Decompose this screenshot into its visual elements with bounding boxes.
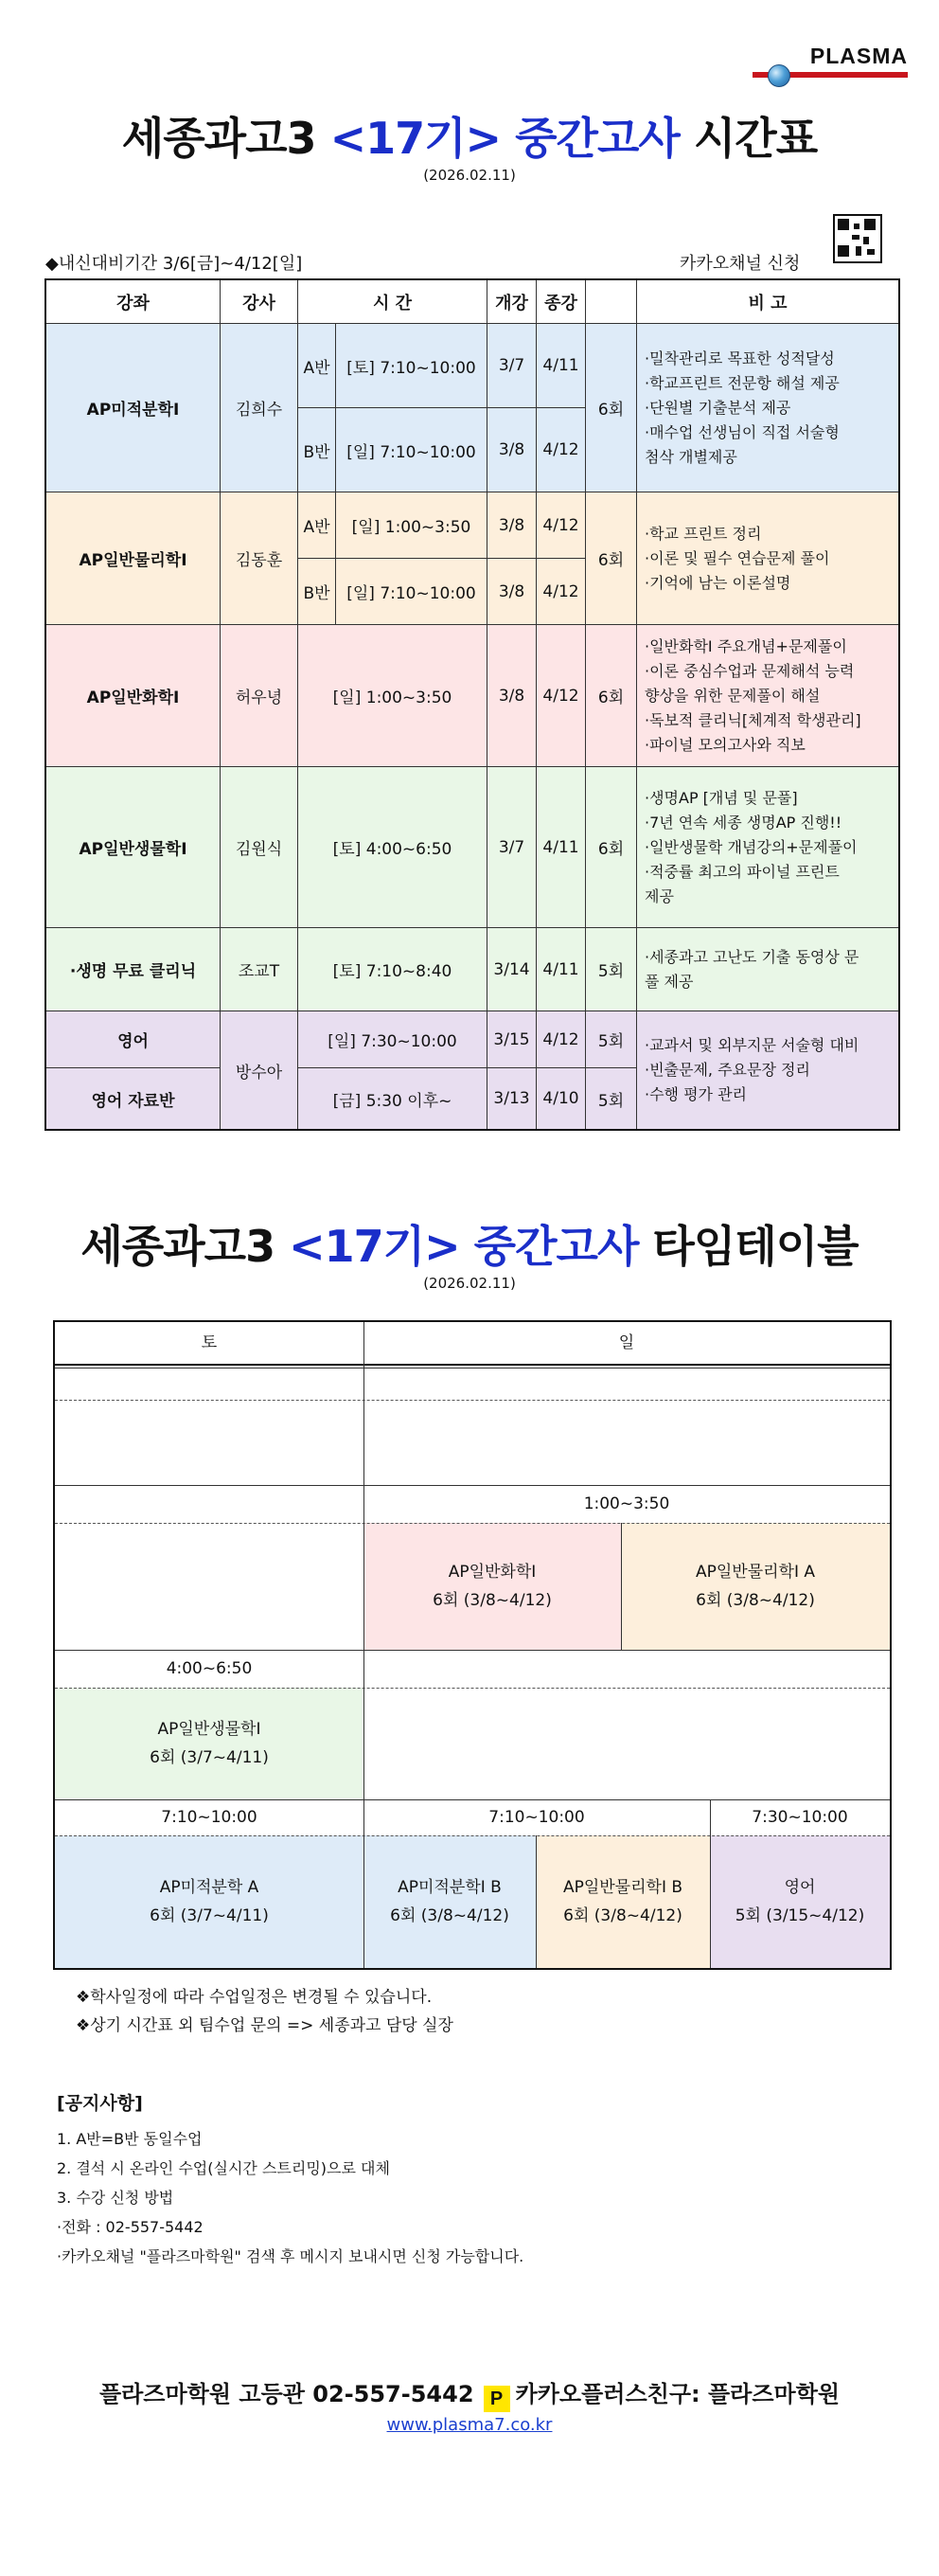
grid-line-dashed bbox=[55, 1523, 890, 1524]
slot-info: 6회 (3/7~4/11) bbox=[150, 1906, 269, 1925]
footer-kakao: 카카오플러스친구: 플라즈마학원 bbox=[515, 2381, 841, 2407]
count-calculus: 6회 bbox=[586, 324, 637, 492]
website-link[interactable]: www.plasma7.co.kr bbox=[386, 2415, 553, 2435]
schedule-table bbox=[44, 278, 900, 1131]
header-count bbox=[586, 280, 637, 324]
timetable-grid bbox=[53, 1320, 892, 1970]
class-b: B반 bbox=[298, 408, 336, 492]
time-clinic: [토] 7:10~8:40 bbox=[298, 928, 487, 1011]
day-saturday: 토 bbox=[201, 1333, 218, 1352]
grid-line bbox=[363, 1322, 364, 1968]
plasma-logo bbox=[753, 44, 908, 85]
slot-biology bbox=[55, 1688, 363, 1799]
time-sat-2: 7:10~10:00 bbox=[161, 1808, 257, 1827]
time-english: [일] 7:30~10:00 bbox=[298, 1011, 487, 1068]
grid-line bbox=[55, 1364, 890, 1366]
slot-info: 6회 (3/8~4/12) bbox=[696, 1591, 815, 1610]
count-chemistry: 6회 bbox=[586, 625, 637, 767]
count-clinic: 5회 bbox=[586, 928, 637, 1011]
remark-chemistry bbox=[637, 625, 898, 767]
qr-code-icon[interactable] bbox=[833, 214, 882, 263]
slot-name: AP일반생물학I bbox=[157, 1720, 261, 1739]
grid-line bbox=[55, 1485, 890, 1486]
end-biology: 4/11 bbox=[537, 767, 586, 928]
grid-line bbox=[55, 1799, 890, 1800]
remark-physics bbox=[637, 492, 898, 625]
prep-period: ◆내신대비기간 3/6[금]~4/12[일] bbox=[45, 254, 303, 274]
start-chemistry: 3/8 bbox=[487, 625, 537, 767]
teacher-physics: 김동훈 bbox=[221, 492, 298, 625]
time-sat-1: 4:00~6:50 bbox=[166, 1659, 253, 1678]
end-a: 4/12 bbox=[537, 492, 586, 559]
footer-phone: 플라즈마학원 고등관 02-557-5442 bbox=[98, 2381, 474, 2407]
header-time: 시 간 bbox=[298, 280, 487, 324]
course-calculus: AP미적분학I bbox=[46, 324, 221, 492]
slot-name: AP일반물리학I A bbox=[695, 1563, 816, 1582]
teacher-calculus: 김희수 bbox=[221, 324, 298, 492]
title-highlight: <17기> 중간고사 bbox=[289, 1221, 639, 1272]
grid-line bbox=[621, 1523, 622, 1650]
title-pre: 세종과고3 bbox=[121, 113, 330, 164]
end-chemistry: 4/12 bbox=[537, 625, 586, 767]
slot-calculus-b bbox=[363, 1835, 536, 1968]
notice-item: 2. 결석 시 온라인 수업(실시간 스트리밍)으로 대체 bbox=[57, 2159, 390, 2177]
count-physics: 6회 bbox=[586, 492, 637, 625]
notice-item: 1. A반=B반 동일수업 bbox=[57, 2130, 203, 2148]
notice-item: ·전화 : 02-557-5442 bbox=[57, 2218, 204, 2236]
remark-line: 첨삭 개별제공 bbox=[645, 447, 737, 466]
remark-line: ·생명AP [개념 및 문풀] bbox=[645, 788, 798, 807]
course-physics: AP일반물리학I bbox=[46, 492, 221, 625]
remark-line: ·적중률 최고의 파이널 프린트 bbox=[645, 862, 840, 881]
grid-line bbox=[55, 1650, 890, 1651]
remark-line: ·이론 및 필수 연습문제 풀이 bbox=[645, 548, 830, 567]
globe-icon bbox=[768, 64, 790, 87]
notice-heading: [공지사항] bbox=[57, 2093, 143, 2114]
remark-line: ·7년 연속 세종 생명AP 진행!! bbox=[645, 813, 842, 832]
remark-line: ·수행 평가 관리 bbox=[645, 1085, 747, 1103]
teacher-chemistry: 허우녕 bbox=[221, 625, 298, 767]
remark-line: ·이론 중심수업과 문제해석 능력 bbox=[645, 661, 855, 680]
kakao-plus-icon: P bbox=[484, 2386, 510, 2412]
slot-info: 6회 (3/8~4/12) bbox=[433, 1591, 552, 1610]
logo-text: PLASMA bbox=[809, 44, 908, 68]
course-english-material: 영어 자료반 bbox=[46, 1068, 221, 1129]
inquiry-note: ❖상기 시간표 외 팀수업 문의 => 세종과고 담당 실장 bbox=[76, 2016, 453, 2035]
remark-line: ·일반생물학 개념강의+문제풀이 bbox=[645, 837, 858, 856]
remark-line: ·학교 프린트 정리 bbox=[645, 524, 762, 543]
time-chemistry: [일] 1:00~3:50 bbox=[298, 625, 487, 767]
slot-name: AP일반화학I bbox=[448, 1563, 537, 1582]
grid-line bbox=[710, 1799, 711, 1968]
start-biology: 3/7 bbox=[487, 767, 537, 928]
remark-line: ·빈출문제, 주요문장 정리 bbox=[645, 1061, 810, 1079]
time-b: [일] 7:10~10:00 bbox=[336, 559, 487, 625]
start-b: 3/8 bbox=[487, 559, 537, 625]
remark-line: ·세종과고 고난도 기출 동영상 문 bbox=[645, 947, 859, 966]
course-chemistry: AP일반화학I bbox=[46, 625, 221, 767]
remark-line: ·밀착관리로 목표한 성적달성 bbox=[645, 349, 835, 367]
slot-info: 6회 (3/8~4/12) bbox=[390, 1906, 509, 1925]
remark-line: 제공 bbox=[645, 886, 674, 905]
end-english: 4/12 bbox=[537, 1011, 586, 1068]
header-teacher: 강사 bbox=[221, 280, 298, 324]
time-english-material: [금] 5:30 이후~ bbox=[298, 1068, 487, 1129]
teacher-biology: 김원식 bbox=[221, 767, 298, 928]
time-sun-1: 1:00~3:50 bbox=[583, 1494, 670, 1513]
kakao-apply-label: 카카오채널 신청 bbox=[680, 254, 801, 274]
time-b: [일] 7:10~10:00 bbox=[336, 408, 487, 492]
grid-line bbox=[536, 1835, 537, 1968]
date-label: (2026.02.11) bbox=[423, 167, 516, 184]
slot-physics-a bbox=[621, 1523, 890, 1650]
page-title bbox=[0, 104, 939, 167]
start-english: 3/15 bbox=[487, 1011, 537, 1068]
count-english: 5회 bbox=[586, 1011, 637, 1068]
header-course: 강좌 bbox=[46, 280, 221, 324]
timetable-title bbox=[0, 1212, 939, 1275]
grid-line-dashed bbox=[55, 1688, 890, 1689]
count-english-material: 5회 bbox=[586, 1068, 637, 1129]
remark-line: ·일반화학I 주요개념+문제풀이 bbox=[645, 636, 847, 655]
slot-name: AP미적분학 A bbox=[159, 1878, 259, 1897]
end-b: 4/12 bbox=[537, 408, 586, 492]
schedule-note: ❖학사일정에 따라 수업일정은 변경될 수 있습니다. bbox=[76, 1988, 433, 2007]
remark-english bbox=[637, 1011, 898, 1129]
teacher-english: 방수아 bbox=[221, 1011, 298, 1129]
header-start: 개강 bbox=[487, 280, 537, 324]
remark-biology bbox=[637, 767, 898, 928]
slot-info: 6회 (3/7~4/11) bbox=[150, 1748, 269, 1767]
slot-calculus-a bbox=[55, 1835, 363, 1968]
course-clinic: ·생명 무료 클리닉 bbox=[46, 928, 221, 1011]
end-a: 4/11 bbox=[537, 324, 586, 408]
time-sun-2: 7:10~10:00 bbox=[488, 1808, 585, 1827]
slot-info: 5회 (3/15~4/12) bbox=[735, 1906, 865, 1925]
grid-line-dashed bbox=[55, 1835, 890, 1836]
start-b: 3/8 bbox=[487, 408, 537, 492]
teacher-clinic: 조교T bbox=[221, 928, 298, 1011]
start-a: 3/8 bbox=[487, 492, 537, 559]
title-highlight: <17기> 중간고사 bbox=[329, 113, 680, 164]
end-english-material: 4/10 bbox=[537, 1068, 586, 1129]
count-biology: 6회 bbox=[586, 767, 637, 928]
end-b: 4/12 bbox=[537, 559, 586, 625]
notice-item: 3. 수강 신청 방법 bbox=[57, 2189, 174, 2207]
start-english-material: 3/13 bbox=[487, 1068, 537, 1129]
course-biology: AP일반생물학I bbox=[46, 767, 221, 928]
remark-line: ·독보적 클리닉[체계적 학생관리] bbox=[645, 710, 861, 729]
course-english: 영어 bbox=[46, 1011, 221, 1068]
time-biology: [토] 4:00~6:50 bbox=[298, 767, 487, 928]
remark-line: ·단원별 기출분석 제공 bbox=[645, 398, 791, 417]
slot-physics-b bbox=[536, 1835, 710, 1968]
day-sunday: 일 bbox=[618, 1333, 635, 1352]
class-a: A반 bbox=[298, 492, 336, 559]
time-a: [일] 1:00~3:50 bbox=[336, 492, 487, 559]
title-post: 타임테이블 bbox=[638, 1221, 859, 1272]
grid-line-dashed bbox=[55, 1400, 890, 1401]
remark-line: ·교과서 및 외부지문 서술형 대비 bbox=[645, 1036, 859, 1054]
footer-contact bbox=[0, 2375, 939, 2412]
remark-calculus bbox=[637, 324, 898, 492]
remark-clinic bbox=[637, 928, 898, 1011]
remark-line: ·매수업 선생님이 직접 서술형 bbox=[645, 422, 840, 441]
time-a: [토] 7:10~10:00 bbox=[336, 324, 487, 408]
slot-name: AP일반물리학I B bbox=[562, 1878, 683, 1897]
slot-name: AP미적분학I B bbox=[398, 1878, 502, 1897]
remark-line: 풀 제공 bbox=[645, 972, 694, 991]
title-post: 시간표 bbox=[679, 113, 818, 164]
time-sun-3: 7:30~10:00 bbox=[752, 1808, 848, 1827]
remark-line: ·기억에 남는 이론설명 bbox=[645, 573, 791, 592]
start-a: 3/7 bbox=[487, 324, 537, 408]
notice-item: ·카카오채널 "플라즈마학원" 검색 후 메시지 보내시면 신청 가능합니다. bbox=[57, 2247, 524, 2265]
header-end: 종강 bbox=[537, 280, 586, 324]
slot-english bbox=[710, 1835, 890, 1968]
class-b: B반 bbox=[298, 559, 336, 625]
remark-line: ·학교프린트 전문항 해설 제공 bbox=[645, 373, 840, 392]
slot-name: 영어 bbox=[784, 1878, 816, 1897]
end-clinic: 4/11 bbox=[537, 928, 586, 1011]
slot-chemistry bbox=[363, 1523, 621, 1650]
class-a: A반 bbox=[298, 324, 336, 408]
remark-line: ·파이널 모의고사와 직보 bbox=[645, 735, 806, 754]
remark-line: 향상을 위한 문제풀이 해설 bbox=[645, 686, 821, 705]
title-pre: 세종과고3 bbox=[80, 1221, 290, 1272]
header-remark: 비 고 bbox=[637, 280, 898, 324]
date-label: (2026.02.11) bbox=[423, 1275, 516, 1292]
slot-info: 6회 (3/8~4/12) bbox=[563, 1906, 682, 1925]
start-clinic: 3/14 bbox=[487, 928, 537, 1011]
